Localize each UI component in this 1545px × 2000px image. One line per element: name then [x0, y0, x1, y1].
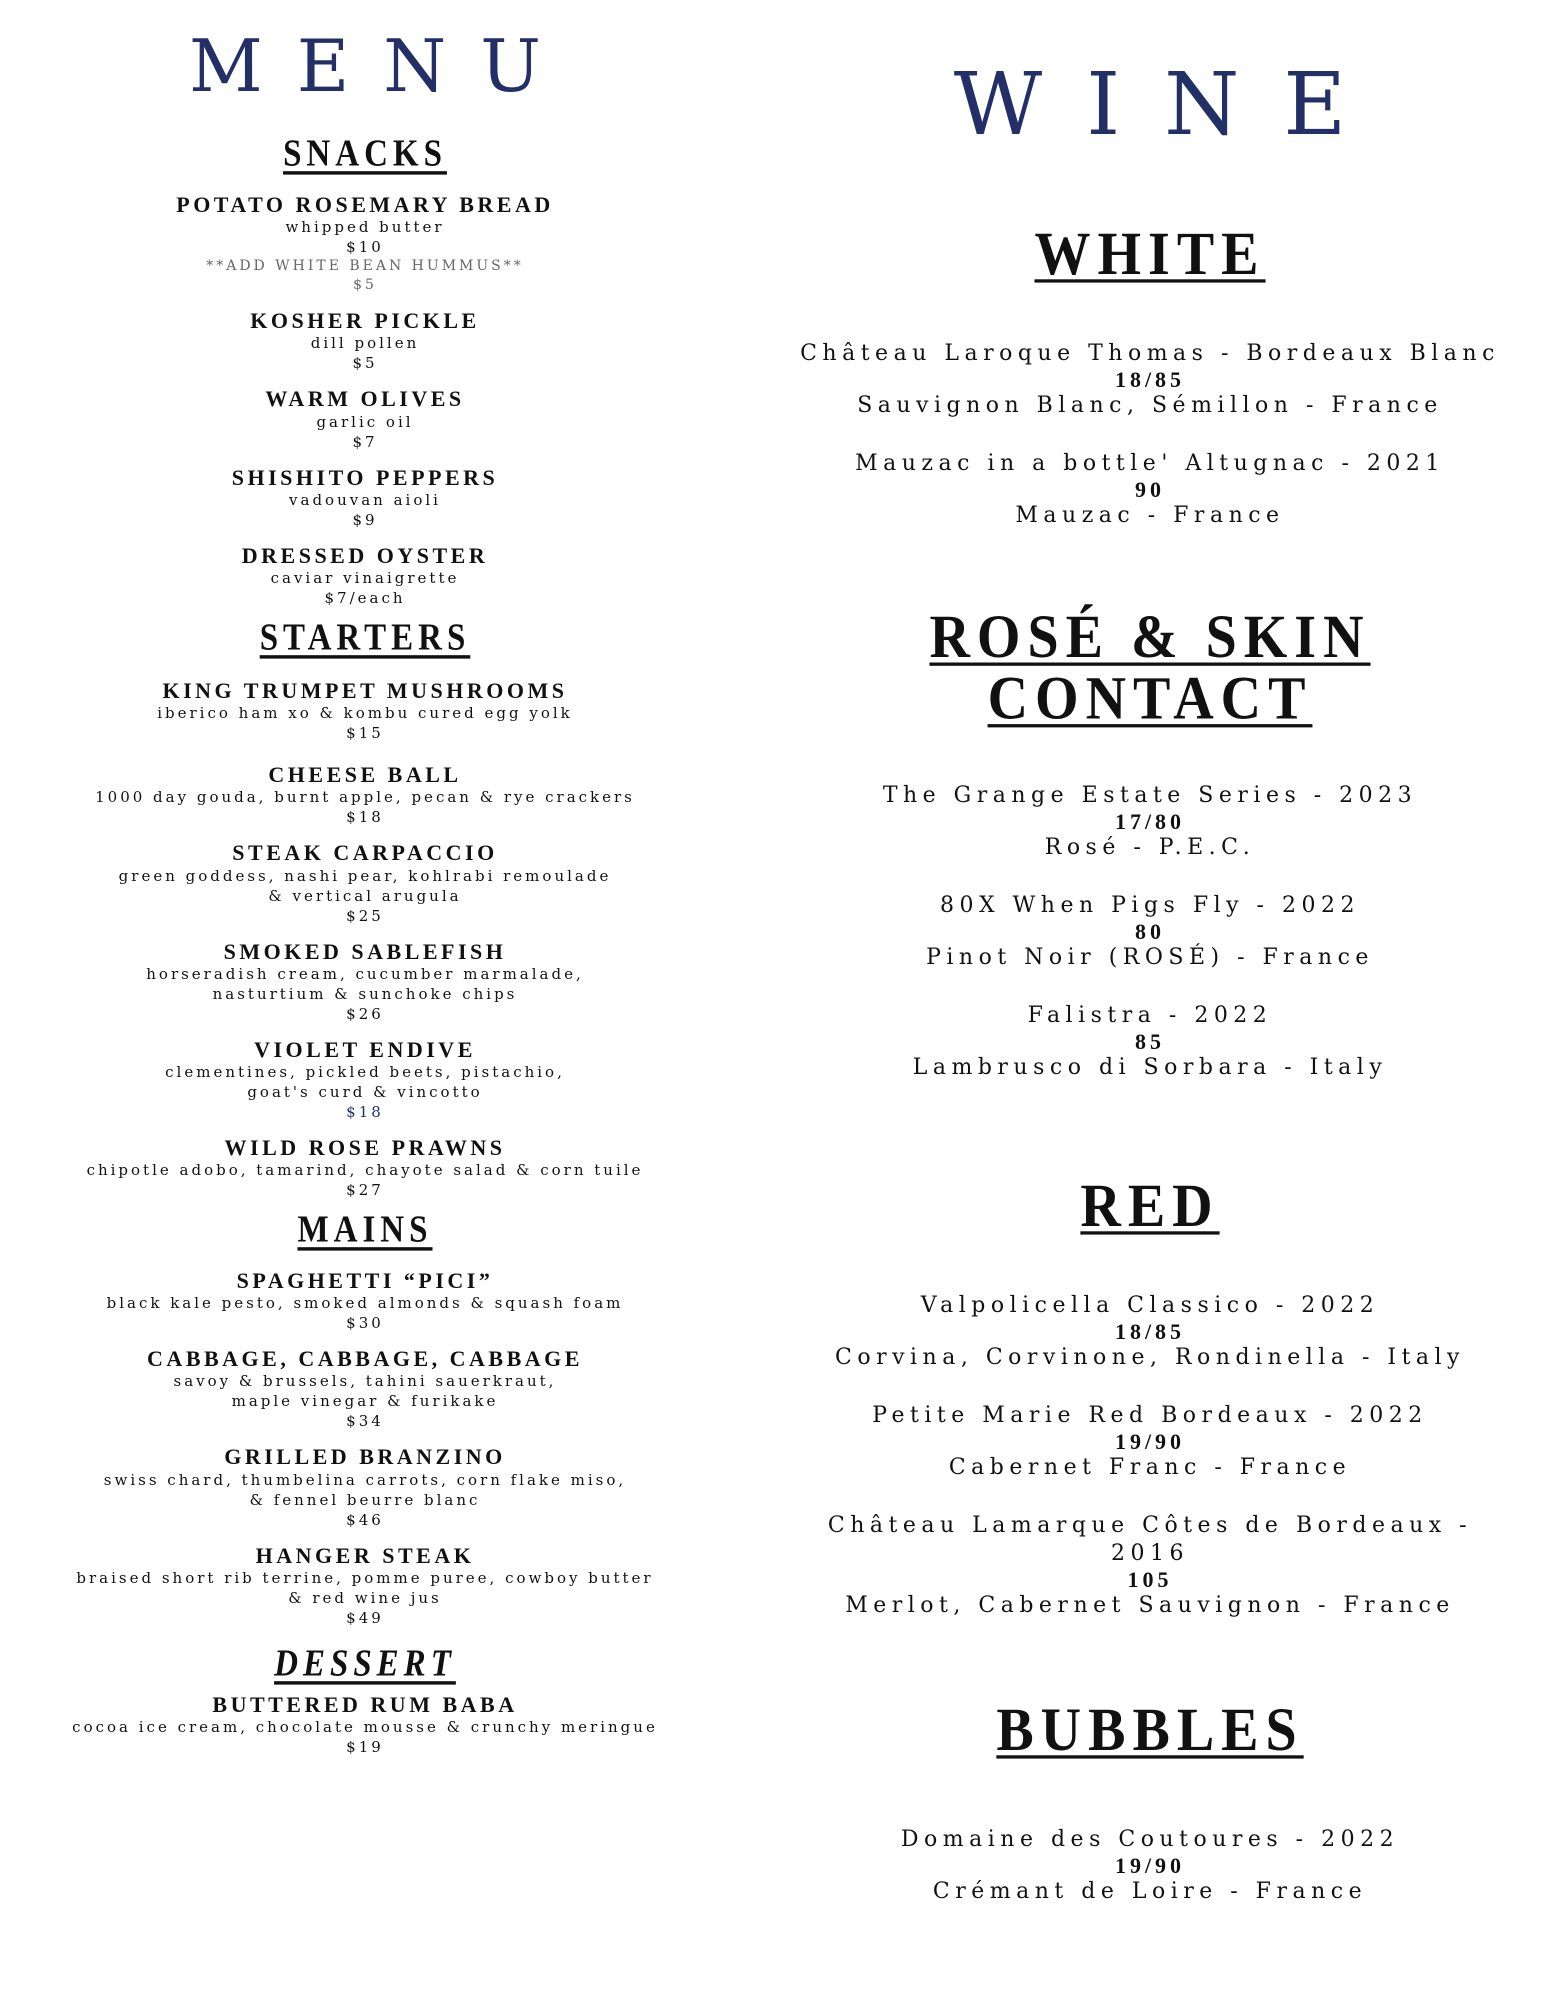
menu-item: [15, 466, 715, 530]
item-desc: & vertical arugula: [268, 886, 462, 905]
wine-entry: [800, 892, 1500, 972]
item-name: KOSHER PICKLE: [250, 308, 480, 334]
item-price: $25: [346, 906, 384, 925]
section-heading-bubbles: BUBBLES: [996, 1695, 1304, 1765]
wine-grape: Crémant de Loire - France: [932, 1879, 1368, 1904]
item-desc: garlic oil: [316, 412, 414, 431]
menu-item: [15, 1693, 715, 1757]
item-price: $18: [346, 1102, 384, 1121]
item-desc: black kale pesto, smoked almonds & squash foam: [106, 1294, 624, 1313]
item-price: $34: [346, 1412, 384, 1431]
menu-item: [15, 1347, 715, 1431]
wine-grape: Mauzac - France: [1015, 503, 1285, 528]
item-desc: dill pollen: [310, 334, 420, 353]
wine-grape: Rosé - P.E.C.: [1044, 835, 1256, 860]
item-price: $15: [346, 724, 384, 743]
item-desc: savoy & brussels, tahini sauerkraut,: [173, 1372, 557, 1391]
section-heading-red: RED: [1080, 1171, 1220, 1241]
bubbles-section: [800, 1695, 1500, 1906]
item-price: $7/each: [324, 588, 406, 607]
item-desc: chipotle adobo, tamarind, chayote salad & corn tuile: [86, 1161, 644, 1180]
item-desc: swiss chard, thumbelina carrots, corn flake miso,: [103, 1470, 627, 1489]
wine-entry: [800, 1292, 1500, 1372]
menu-item: [15, 1269, 715, 1333]
item-name: SMOKED SABLEFISH: [223, 938, 507, 964]
menu-item: [15, 1038, 715, 1122]
wine-price: 90: [1135, 477, 1165, 502]
red-section: [800, 1171, 1500, 1620]
item-name: STEAK CARPACCIO: [232, 840, 498, 866]
item-desc: green goddess, nashi pear, kohlrabi remoulade: [118, 866, 612, 885]
wine-price: 105: [1127, 1567, 1173, 1592]
item-desc: whipped butter: [285, 218, 445, 237]
item-desc: maple vinegar & furikake: [231, 1392, 499, 1411]
wine-list-column: [800, 0, 1500, 1936]
item-name: HANGER STEAK: [255, 1542, 475, 1568]
item-name: GRILLED BRANZINO: [224, 1444, 506, 1470]
wine-price: 85: [1135, 1029, 1165, 1054]
menu-item: [15, 1445, 715, 1529]
item-price: $27: [346, 1181, 384, 1200]
item-price: $5: [352, 354, 378, 373]
menu-item: [15, 193, 715, 295]
item-price: $10: [346, 238, 384, 257]
item-addon-price: $5: [353, 277, 377, 294]
item-name: WILD ROSE PRAWNS: [224, 1134, 506, 1160]
wine-name: Valpolicella Classico - 2022: [920, 1293, 1380, 1318]
item-price: $7: [352, 432, 378, 451]
item-name: SHISHITO PEPPERS: [231, 464, 499, 490]
wine-grape: Corvina, Corvinone, Rondinella - Italy: [835, 1345, 1465, 1370]
item-price: $49: [346, 1608, 384, 1627]
wine-name: Petite Marie Red Bordeaux - 2022: [872, 1403, 1428, 1428]
item-name: POTATO ROSEMARY BREAD: [176, 192, 554, 217]
wine-grape: Cabernet Franc - France: [948, 1455, 1352, 1480]
starters-section: [15, 617, 715, 1200]
item-addon: **ADD WHITE BEAN HUMMUS**: [206, 258, 524, 275]
item-name: CABBAGE, CABBAGE, CABBAGE: [147, 1346, 583, 1372]
wine-name: Falistra - 2022: [1027, 1003, 1273, 1028]
food-menu-column: [15, 0, 715, 1771]
wine-price: 80: [1135, 919, 1165, 944]
wine-name: Domaine des Coutoures - 2022: [900, 1827, 1400, 1852]
menu-item: [15, 679, 715, 743]
dessert-section: [15, 1643, 715, 1757]
menu-item: [15, 1544, 715, 1628]
item-name: DRESSED OYSTER: [241, 542, 489, 568]
item-desc: nasturtium & sunchoke chips: [212, 984, 518, 1003]
wine-name: The Grange Estate Series - 2023: [882, 783, 1418, 808]
wine-price: 19/90: [1114, 1853, 1186, 1878]
wine-entry: [800, 1826, 1500, 1906]
item-price: $26: [346, 1004, 384, 1023]
item-desc: caviar vinaigrette: [270, 568, 460, 587]
item-name: VIOLET ENDIVE: [254, 1036, 476, 1062]
menu-item: [15, 940, 715, 1024]
section-heading-dessert: DESSERT: [274, 1643, 456, 1685]
wine-name: 80X When Pigs Fly - 2022: [940, 893, 1360, 918]
item-desc: & red wine jus: [288, 1588, 442, 1607]
menu-item: [15, 309, 715, 373]
snacks-section: [15, 133, 715, 608]
section-heading-starters: STARTERS: [259, 617, 471, 659]
wine-entry: [800, 1512, 1500, 1620]
item-name: WARM OLIVES: [265, 386, 465, 412]
white-section: [800, 219, 1500, 530]
wine-name: Mauzac in a bottle' Altugnac - 2021: [855, 451, 1445, 476]
item-price: $46: [346, 1510, 384, 1529]
item-desc: braised short rib terrine, pomme puree, cowboy butter: [76, 1568, 654, 1587]
menu-item: [15, 1136, 715, 1200]
wine-price: 17/80: [1114, 809, 1186, 834]
wine-name: Château Laroque Thomas - Bordeaux Blanc: [800, 341, 1500, 366]
wine-title: WINE: [953, 55, 1391, 155]
wine-entry: [800, 340, 1500, 420]
wine-price: 19/90: [1114, 1429, 1186, 1454]
item-desc: iberico ham xo & kombu cured egg yolk: [157, 704, 573, 723]
menu-item: [15, 544, 715, 608]
item-desc: vadouvan aioli: [289, 490, 441, 509]
section-heading-white: WHITE: [1034, 219, 1266, 289]
item-price: $30: [346, 1314, 384, 1333]
wine-price: 18/85: [1114, 1319, 1186, 1344]
wine-entry: [800, 450, 1500, 530]
item-price: $9: [352, 510, 378, 529]
item-name: CHEESE BALL: [268, 762, 462, 788]
item-desc: clementines, pickled beets, pistachio,: [165, 1062, 565, 1081]
rose-section: [800, 603, 1500, 1082]
item-price: $18: [346, 808, 384, 827]
mains-section: [15, 1209, 715, 1628]
menu-item: [15, 841, 715, 925]
item-desc: horseradish cream, cucumber marmalade,: [146, 964, 584, 983]
wine-price: 18/85: [1114, 367, 1186, 392]
menu-title: MENU: [189, 24, 575, 108]
item-name: KING TRUMPET MUSHROOMS: [162, 677, 568, 703]
item-desc: goat's curd & vincotto: [247, 1082, 483, 1101]
section-heading-mains: MAINS: [297, 1209, 433, 1251]
wine-grape: Merlot, Cabernet Sauvignon - France: [845, 1593, 1455, 1618]
wine-entry: [800, 782, 1500, 862]
wine-grape: Lambrusco di Sorbara - Italy: [912, 1055, 1388, 1080]
menu-item: [15, 387, 715, 451]
menu-item: [15, 763, 715, 827]
wine-entry: [800, 1002, 1500, 1082]
item-name: SPAGHETTI “PICI”: [236, 1268, 494, 1294]
wine-grape: Sauvignon Blanc, Sémillon - France: [857, 393, 1443, 418]
section-heading-snacks: SNACKS: [283, 133, 447, 175]
item-desc: & fennel beurre blanc: [249, 1490, 481, 1509]
wine-name: Château Lamarque Côtes de Bordeaux - 2016: [827, 1513, 1473, 1566]
wine-entry: [800, 1402, 1500, 1482]
item-name: BUTTERED RUM BABA: [212, 1691, 518, 1717]
wine-grape: Pinot Noir (ROSÉ) - France: [926, 945, 1374, 970]
item-desc: cocoa ice cream, chocolate mousse & crunchy meringue: [72, 1718, 658, 1736]
section-heading-rose-skin-contact: ROSÉ & SKIN CONTACT: [929, 603, 1371, 733]
item-desc: 1000 day gouda, burnt apple, pecan & rye crackers: [95, 788, 635, 807]
item-price: $19: [346, 1738, 384, 1756]
